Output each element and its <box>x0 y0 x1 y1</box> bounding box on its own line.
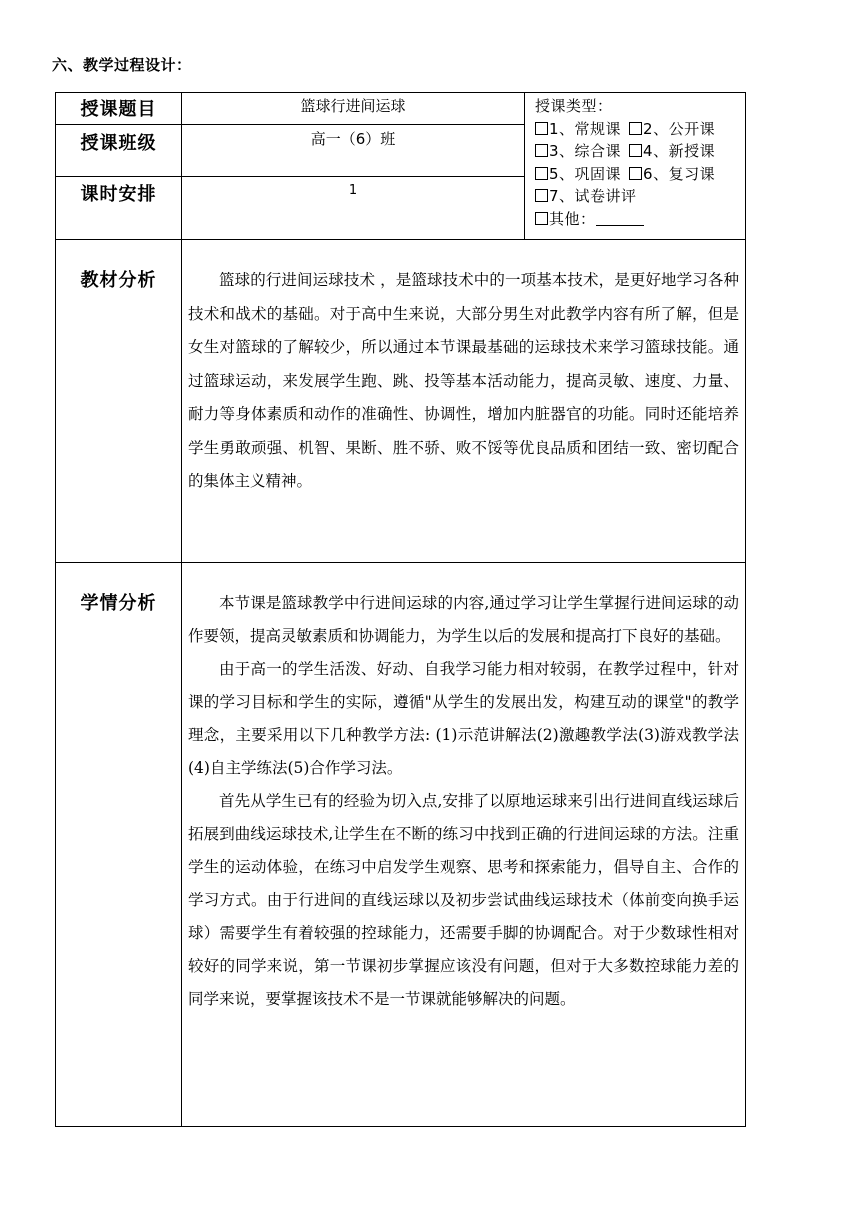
material-analysis-label: 教材分析 <box>56 240 182 563</box>
lesson-type-label: 授课类型： <box>535 97 613 115</box>
title-value: 篮球行进间运球 <box>182 93 525 125</box>
class-value: 高一（6）班 <box>182 125 525 177</box>
type-option: 1、常规课 <box>549 119 622 138</box>
student-paragraph: 首先从学生已有的经验为切入点,安排了以原地运球来引出行进间直线运球后拓展到曲线运球技术,让学生在不断的练习中找到正确的行进间运球的方法。注重学生的运动体验，在练习中启发学生观察、思考和探索能力，倡导自主、合作的学习方式。由于行进间的直线运球以及初步尝试曲线运球技术（体前变向换手运球）需要学生有着较强的控球能力，还需要手脚的协调配合。对于少数球性相对较好的同学来说，第一节课初步掌握应该没有问题，但对于大多数控球能力差的同学来说，要掌握该技术不是一节课就能够解决的问题。 <box>188 792 739 1008</box>
checkbox-icon[interactable] <box>535 189 548 202</box>
student-analysis-text <box>182 563 746 1127</box>
checkbox-icon[interactable] <box>535 167 548 180</box>
type-option: 7、试卷讲评 <box>549 187 637 205</box>
checkbox-icon[interactable] <box>535 144 548 157</box>
period-value: 1 <box>182 177 525 240</box>
student-paragraph: 由于高一的学生活泼、好动、自我学习能力相对较弱，在教学过程中，针对课的学习目标和学生的实际，遵循"从学生的发展出发，构建互动的课堂"的教学理念，主要采用以下几种教学方法: (1)示范讲解法(2)激趣教学法(3)游戏教学法(4)自主学练法(5)合作学习法。 <box>188 660 739 777</box>
lesson-plan-table <box>55 92 746 1127</box>
type-option: 3、综合课 <box>549 142 622 160</box>
type-option: 2、公开课 <box>643 119 716 138</box>
class-label: 授课班级 <box>56 125 182 177</box>
type-option: 5、巩固课 <box>549 164 622 183</box>
other-blank-field[interactable] <box>596 211 644 226</box>
title-label: 授课题目 <box>56 93 182 125</box>
checkbox-icon[interactable] <box>535 122 548 135</box>
student-analysis-label: 学情分析 <box>56 563 182 1127</box>
checkbox-icon[interactable] <box>629 144 642 157</box>
type-option: 4、新授课 <box>643 142 716 160</box>
material-paragraph: 篮球的行进间运球技术 ，是篮球技术中的一项基本技术，是更好地学习各种技术和战术的基础。对于高中生来说，大部分男生对此教学内容有所了解，但是女生对篮球的了解较少，所以通过本节课最基础的运球技术来学习篮球技能。通过篮球运动，来发展学生跑、跳、投等基本活动能力，提高灵敏、速度、力量、耐力等身体素质和动作的准确性、协调性，增加内脏器官的功能。同时还能培养学生勇敢顽强、机智、果断、胜不骄、败不馁等优良品质和团结一致、密切配合的集体主义精神。 <box>188 271 739 490</box>
checkbox-icon[interactable] <box>629 167 642 180</box>
period-label: 课时安排 <box>56 177 182 240</box>
checkbox-icon[interactable] <box>629 122 642 135</box>
student-paragraph: 本节课是篮球教学中行进间运球的内容,通过学习让学生掌握行进间运球的动作要领，提高灵敏素质和协调能力，为学生以后的发展和提高打下良好的基础。 <box>188 594 739 645</box>
type-option: 其他： <box>549 209 596 228</box>
section-heading: 六、教学过程设计： <box>52 56 192 74</box>
material-analysis-text <box>182 240 746 563</box>
lesson-type-cell <box>525 93 746 240</box>
checkbox-icon[interactable] <box>535 212 548 225</box>
type-option: 6、复习课 <box>643 164 716 183</box>
